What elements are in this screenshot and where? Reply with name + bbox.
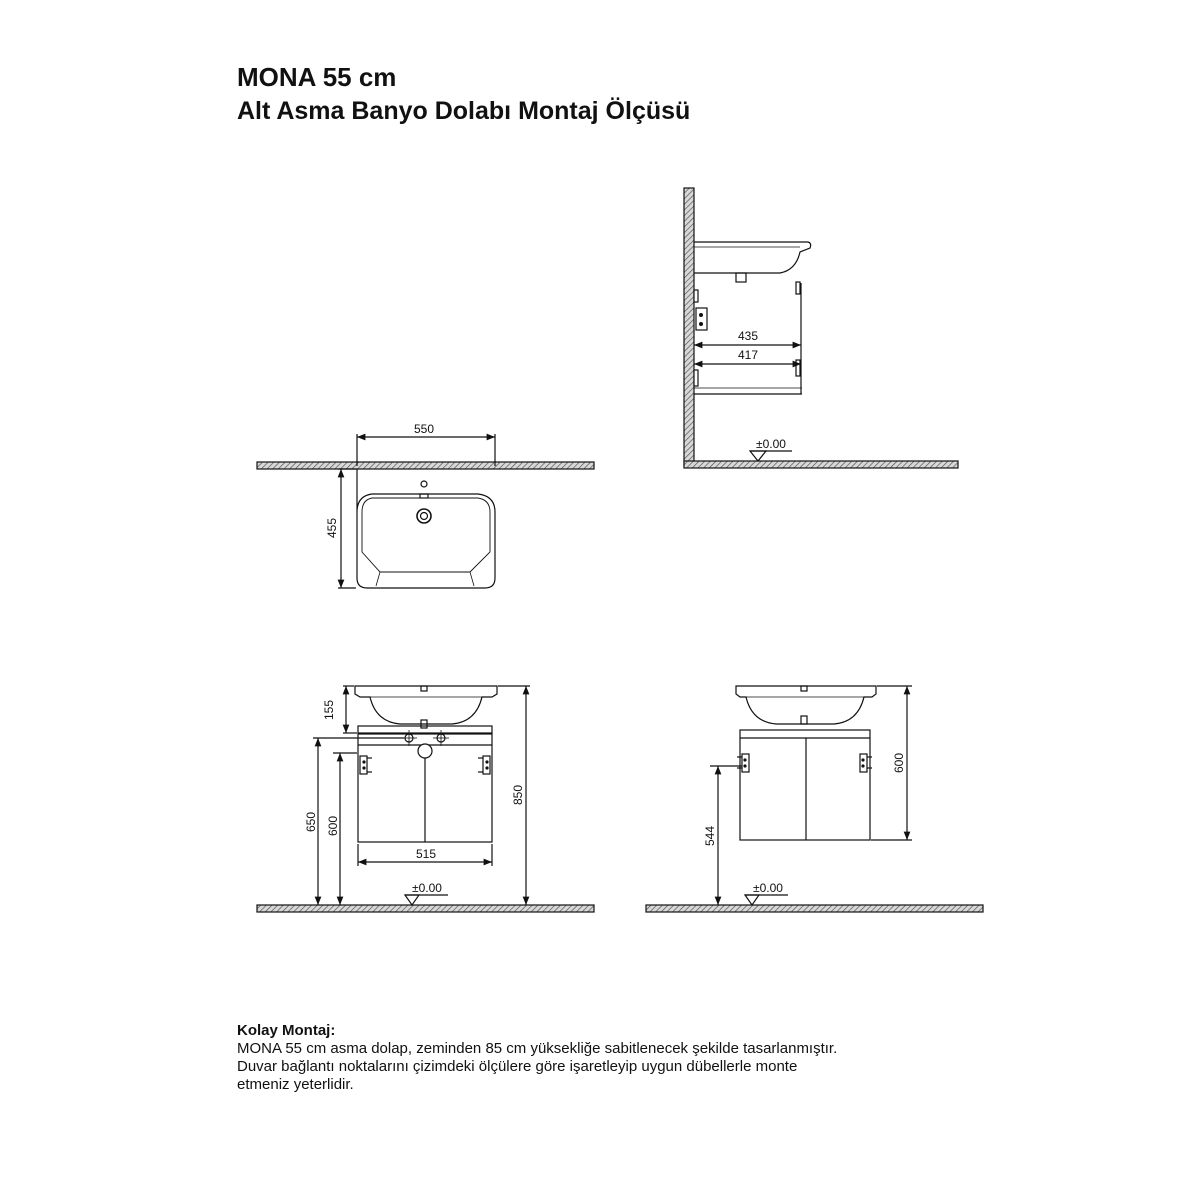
front-countertop-rail [358,726,492,733]
front-basin [355,686,497,724]
top-wall [257,462,594,469]
side-floor [684,461,958,468]
top-tap-hole [421,481,427,487]
front-cabinet-width-label: 515 [415,847,437,861]
side-wall [684,188,694,466]
front-cabinet-height-label: 600 [326,815,340,837]
front-drain-pipe [418,744,432,758]
top-drain [417,509,431,523]
note-line-1: MONA 55 cm asma dolap, zeminden 85 cm yüksekliğe sabitlenecek şekilde tasarlanmıştır. [237,1040,838,1057]
rear-view [646,686,983,912]
rear-basin [736,686,876,724]
rear-cabinet-height-label: 600 [892,752,906,774]
rear-cabinet-body [740,730,870,840]
side-depth-outer-label: 435 [737,329,759,343]
installation-note [237,1022,997,1094]
side-floor-level-label: ±0.00 [756,437,786,451]
rear-floor [646,905,983,912]
front-floor-level-label: ±0.00 [412,881,442,895]
front-total-height-label: 850 [511,784,525,806]
rear-bracket-left [737,754,749,772]
side-view [684,188,958,468]
front-bracket-left [360,756,372,774]
page-title: MONA 55 cm [237,62,397,92]
top-width-label: 550 [413,422,435,436]
front-bracket-right [478,756,490,774]
rear-floor-level-label: ±0.00 [753,881,783,895]
front-total-cabinet-height-label: 650 [304,811,318,833]
rear-mount-height-label: 544 [703,825,717,847]
note-line-3: etmeniz yeterlidir. [237,1076,354,1093]
top-depth-label: 455 [325,517,339,539]
side-depth-inner-label: 417 [737,348,759,362]
front-view [257,686,594,912]
note-heading: Kolay Montaj: [237,1022,336,1039]
front-basin-height-label: 155 [322,699,336,721]
note-line-2: Duvar bağlantı noktalarını çizimdeki ölçülere göre işaretleyip uygun dübellerle monte [237,1058,798,1075]
top-view [257,434,594,588]
page-subtitle: Alt Asma Banyo Dolabı Montaj Ölçüsü [237,97,691,125]
rear-floor-marker [745,895,759,905]
front-floor-marker [405,895,419,905]
side-bracket [696,308,707,330]
side-floor-marker [750,451,766,461]
front-floor [257,905,594,912]
